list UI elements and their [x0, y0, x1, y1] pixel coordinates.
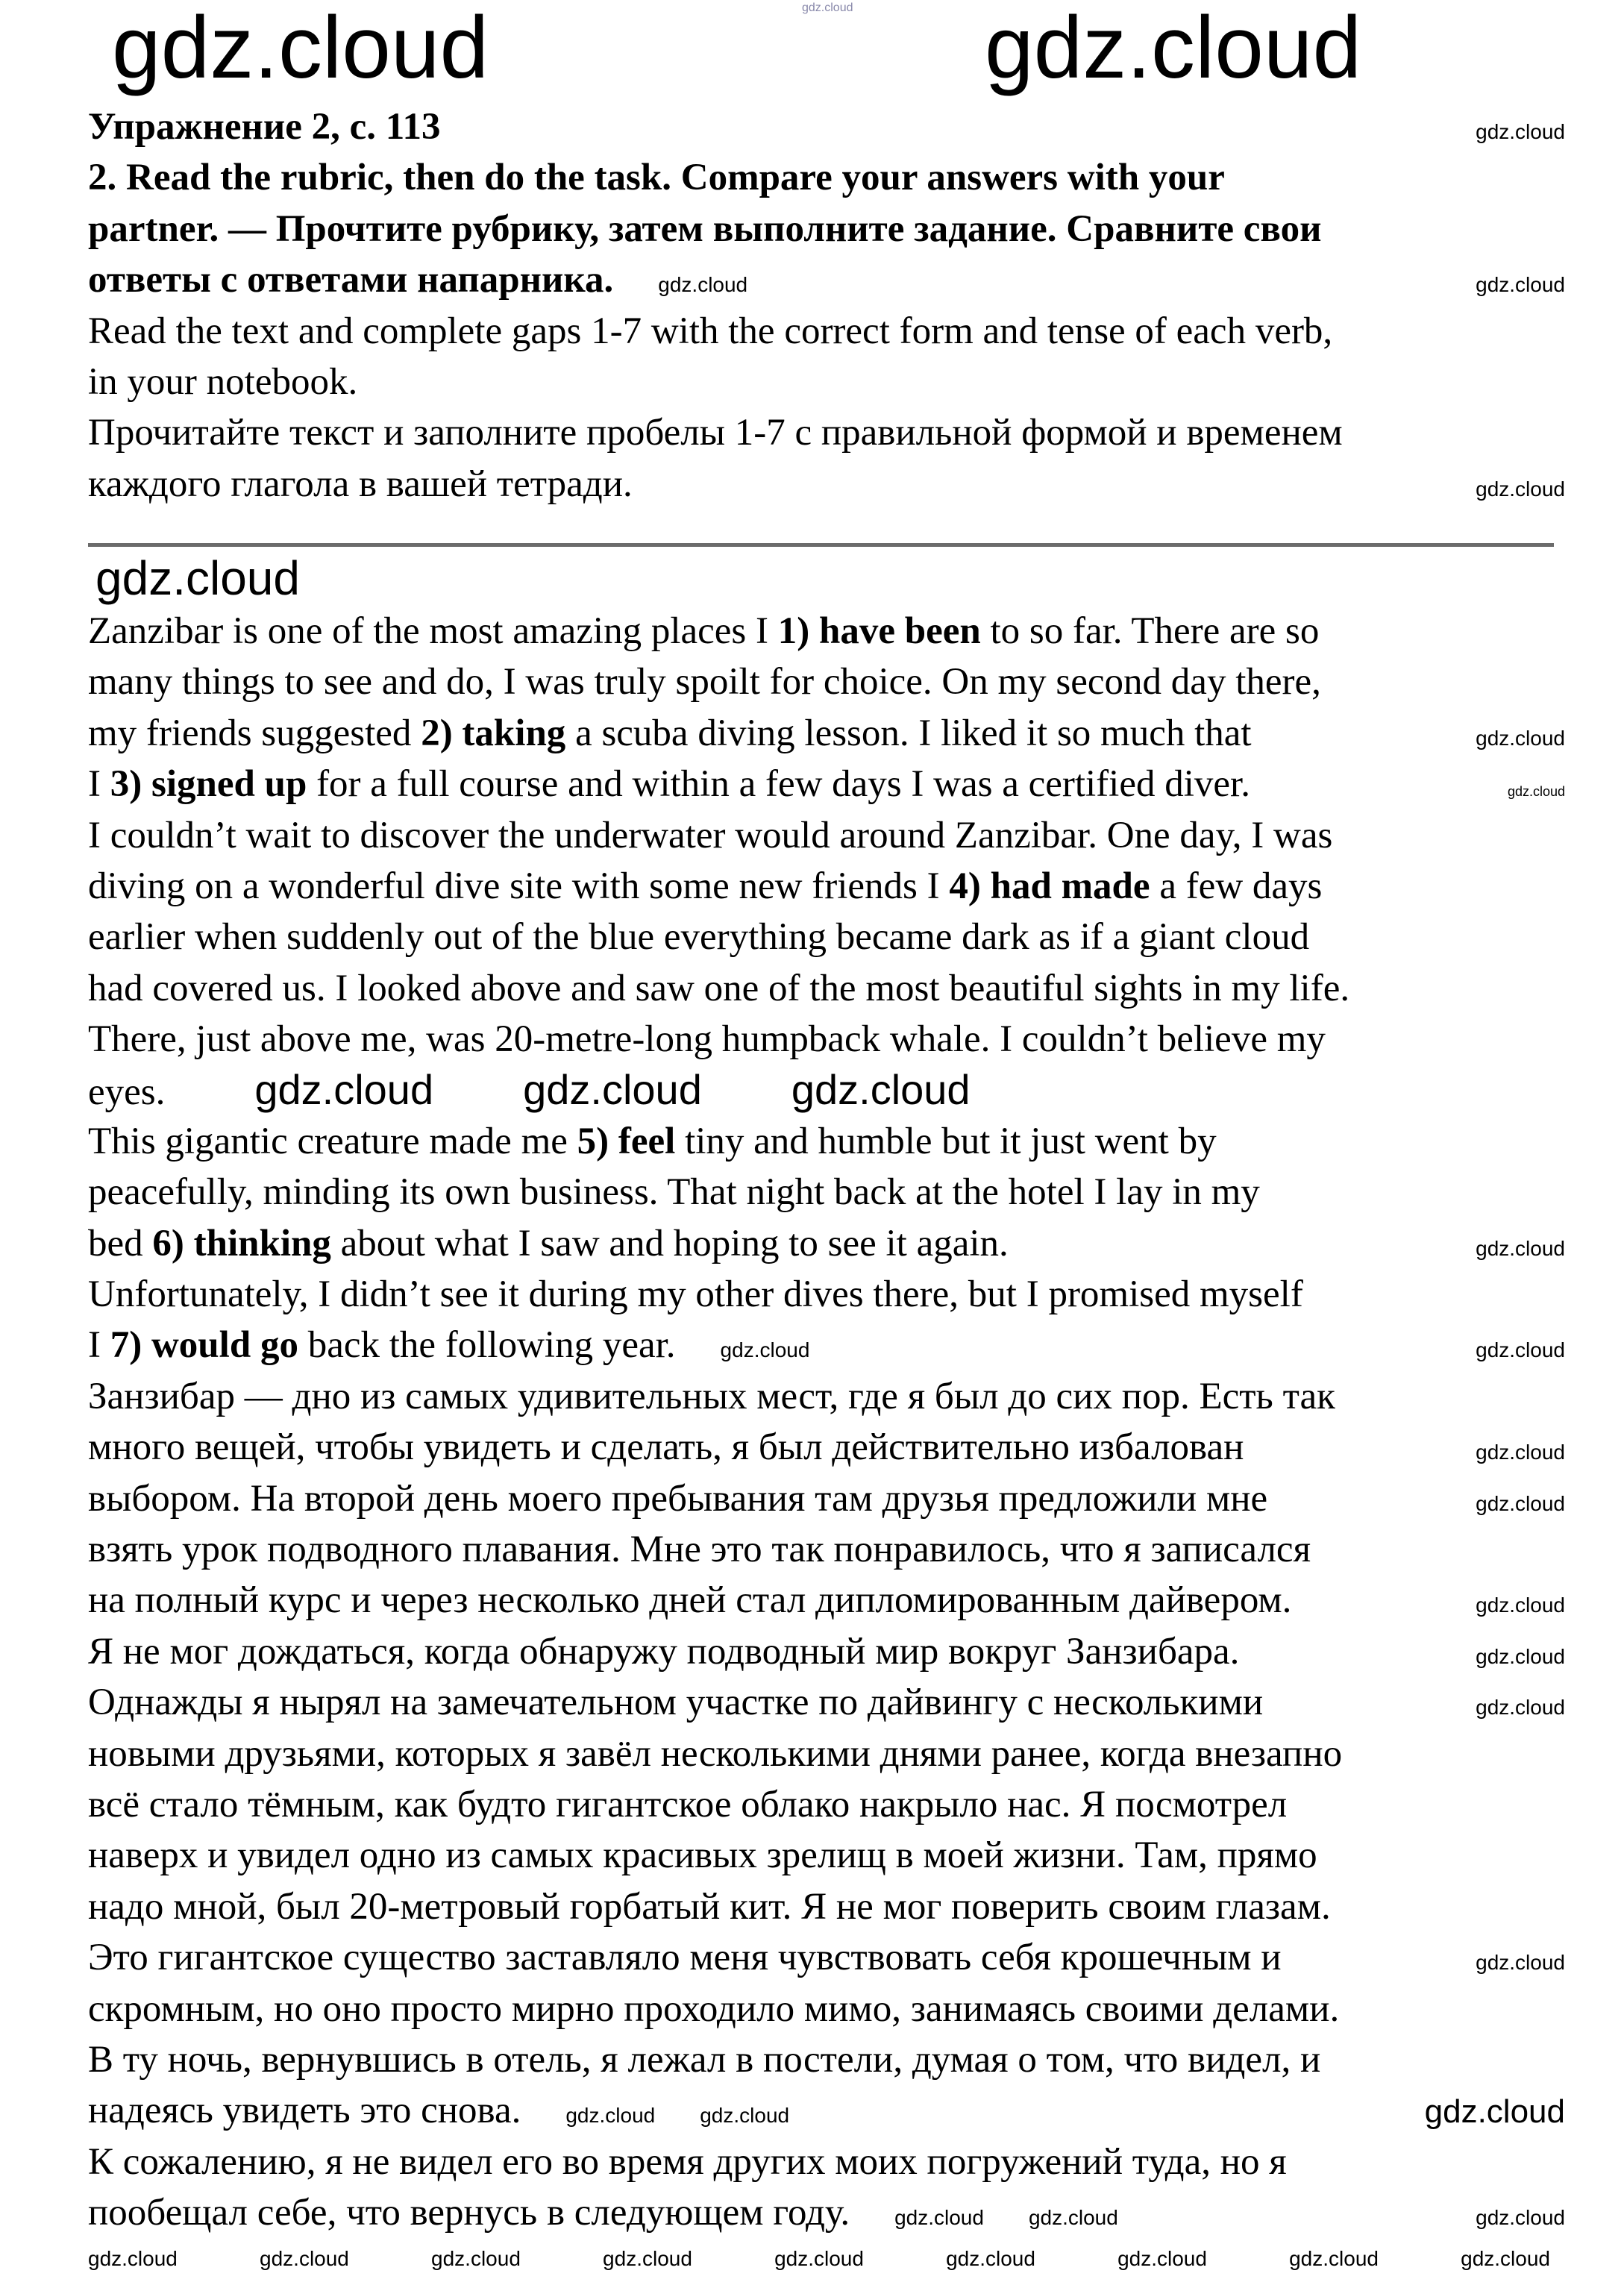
header-line — [88, 306, 1565, 357]
line-text: много вещей, чтобы увидеть и сделать, я был действительно избалован — [88, 1426, 1244, 1469]
watermark: gdz.cloud — [1476, 726, 1565, 750]
watermark: gdz.cloud — [720, 1338, 810, 1362]
watermark: gdz.cloud — [603, 2247, 692, 2270]
english-line — [88, 656, 1565, 707]
answer-text: 6) thinking — [152, 1222, 331, 1264]
english-line — [88, 1014, 1565, 1065]
line-text: Я не мог дождаться, когда обнаружу подводный мир вокруг Занзибара. — [88, 1630, 1240, 1673]
line-text: на полный курс и через несколько дней стал дипломированным дайвером. — [88, 1579, 1292, 1622]
russian-line — [88, 2137, 1565, 2187]
russian-line — [88, 1830, 1565, 1881]
line-text — [88, 1167, 1260, 1217]
russian-translation — [88, 1371, 1565, 2239]
text-segment: had covered us. I looked above and saw one of the most beautiful sights in my life. — [88, 967, 1350, 1009]
text-segment: about what I saw and hoping to see it again. — [330, 1222, 1009, 1264]
watermark: gdz.cloud — [774, 2247, 864, 2270]
russian-line — [88, 1473, 1565, 1524]
english-line — [88, 1167, 1565, 1217]
line-text: выбором. На второй день моего пребывания там друзья предложили мне — [88, 1477, 1268, 1520]
instruction-line: in your notebook. — [88, 360, 358, 403]
line-text — [88, 1218, 1009, 1269]
watermark: gdz.cloud — [1507, 784, 1565, 800]
watermark: gdz.cloud — [565, 2104, 656, 2128]
watermark: gdz.cloud — [1476, 273, 1565, 297]
text-segment: diving on a wonderful dive site with some new friends I — [88, 865, 950, 907]
instruction-line: Прочитайте текст и заполните пробелы 1-7 с правильной формой и временем — [88, 412, 1343, 454]
watermark: gdz.cloud — [431, 2247, 521, 2270]
text-segment: earlier when suddenly out of the blue everything became dark as if a giant cloud — [88, 916, 1310, 959]
watermark: gdz.cloud — [802, 1, 853, 14]
line-text — [88, 810, 1332, 861]
english-line — [88, 1116, 1565, 1167]
text-segment: a scuba diving lesson. I liked it so much that — [565, 712, 1252, 754]
line-text — [88, 1067, 165, 1118]
russian-line — [88, 2085, 1565, 2136]
watermark: gdz.cloud — [254, 1065, 434, 1113]
line-text — [88, 656, 1321, 707]
line-text — [88, 1116, 1217, 1167]
watermark: gdz.cloud — [1476, 1644, 1565, 1668]
text-segment: a few days — [1150, 865, 1323, 907]
russian-line — [88, 1677, 1565, 1728]
header-line — [88, 407, 1565, 458]
line-text: Однажды я нырял на замечательном участке по дайвингу с несколькими — [88, 1682, 1264, 1724]
text-segment: eyes. — [88, 1071, 166, 1113]
header-line — [88, 152, 1565, 203]
english-line — [88, 963, 1565, 1014]
watermark: gdz.cloud — [1476, 1951, 1565, 1975]
line-text: наверх и увидел одно из самых красивых зрелищ в моей жизни. Там, прямо — [88, 1834, 1317, 1877]
watermark: gdz.cloud — [1476, 1491, 1565, 1515]
watermark: gdz.cloud — [1461, 2247, 1550, 2270]
line-text: пообещал себе, что вернусь в следующем году. — [88, 2192, 850, 2234]
english-line — [88, 810, 1565, 861]
task-line: partner. — Прочтите рубрику, затем выполните задание. Сравните свои — [88, 207, 1322, 250]
english-line — [88, 1218, 1565, 1269]
watermark: gdz.cloud — [946, 2247, 1035, 2270]
answer-text: 2) taking — [421, 712, 566, 754]
text-segment: many things to see and do, I was truly spoilt for choice. On my second day there, — [88, 661, 1321, 703]
watermark: gdz.cloud — [88, 2247, 178, 2270]
watermark: gdz.cloud — [1476, 120, 1565, 143]
exercise-header — [88, 101, 1565, 510]
exercise-title: Упражнение 2, с. 113 — [88, 106, 441, 148]
text-segment: This gigantic creature made me — [88, 1120, 577, 1162]
watermark: gdz.cloud — [791, 1065, 971, 1113]
watermark-row — [88, 2247, 1550, 2271]
english-line — [88, 1065, 1565, 1116]
text-segment: There, just above me, was 20-metre-long humpback whale. I couldn’t believe my — [88, 1018, 1326, 1061]
line-text — [88, 963, 1349, 1014]
body-text — [88, 551, 1565, 2239]
watermark: gdz.cloud — [1476, 1441, 1565, 1464]
russian-line — [88, 1984, 1565, 2034]
line-text — [88, 861, 1322, 912]
watermark: gdz.cloud — [1117, 2247, 1207, 2270]
line-text — [88, 1320, 676, 1370]
watermark: gdz.cloud — [1476, 2206, 1565, 2230]
header-line — [88, 254, 1565, 305]
english-line — [88, 1320, 1565, 1370]
english-line — [88, 861, 1565, 912]
line-text — [88, 759, 1250, 809]
answer-text: 3) signed up — [110, 763, 307, 806]
watermark: gdz.cloud — [1476, 1593, 1565, 1617]
line-text: взять урок подводного плавания. Мне это так понравилось, что я записался — [88, 1529, 1311, 1571]
line-text: Это гигантское существо заставляло меня чувствовать себя крошечным и — [88, 1937, 1282, 1979]
watermark: gdz.cloud — [1289, 2247, 1379, 2270]
russian-line — [88, 1729, 1565, 1779]
english-line — [88, 912, 1565, 962]
text-segment: I — [88, 763, 110, 806]
russian-line — [88, 1422, 1565, 1473]
text-segment: peacefully, minding its own business. That night back at the hotel I lay in my — [88, 1171, 1260, 1214]
english-line — [88, 708, 1565, 759]
russian-line — [88, 1932, 1565, 1983]
watermark: gdz.cloud — [1476, 477, 1565, 501]
russian-line — [88, 2187, 1565, 2238]
russian-line — [88, 1779, 1565, 1830]
line-text: В ту ночь, вернувшись в отель, я лежал в постели, думая о том, что видел, и — [88, 2038, 1321, 2081]
text-segment: Unfortunately, I didn’t see it during my other dives there, but I promised myself — [88, 1273, 1303, 1316]
task-line: 2. Read the rubric, then do the task. Compare your answers with your — [88, 157, 1225, 199]
russian-line — [88, 1626, 1565, 1677]
header-line — [88, 357, 1565, 407]
watermark: gdz.cloud — [894, 2206, 984, 2230]
english-line — [88, 1269, 1565, 1320]
russian-line — [88, 1371, 1565, 1422]
watermark: gdz.cloud — [1028, 2206, 1118, 2230]
line-text — [88, 708, 1252, 759]
line-text — [88, 606, 1319, 656]
text-segment: my friends suggested — [88, 712, 421, 754]
line-text: всё стало тёмным, как будто гигантское облако накрыло нас. Я посмотрел — [88, 1783, 1288, 1825]
watermark: gdz.cloud — [985, 0, 1362, 97]
instruction-line: Read the text and complete gaps 1-7 with the correct form and tense of each verb, — [88, 310, 1333, 352]
line-text: скромным, но оно просто мирно проходило мимо, занимаясь своими делами. — [88, 1987, 1340, 2030]
answer-text: 4) had made — [949, 865, 1150, 907]
russian-line — [88, 1524, 1565, 1575]
text-segment: I couldn’t wait to discover the underwater would around Zanzibar. One day, I was — [88, 814, 1333, 856]
english-text — [88, 606, 1565, 1371]
header-line — [88, 204, 1565, 254]
line-text: новыми друзьями, которых я завёл несколькими днями ранее, когда внезапно — [88, 1732, 1343, 1775]
text-segment: bed — [88, 1222, 153, 1264]
text-segment: Zanzibar is one of the most amazing places I — [88, 610, 778, 652]
watermark: gdz.cloud — [1476, 1696, 1565, 1720]
header-line — [88, 101, 1565, 152]
watermark: gdz.cloud — [1476, 1338, 1565, 1362]
watermark: gdz.cloud — [700, 2104, 790, 2128]
line-text: надо мной, был 20-метровый горбатый кит. Я не мог поверить своим глазам. — [88, 1885, 1331, 1928]
watermark: gdz.cloud — [1476, 1236, 1565, 1260]
watermark-row — [88, 551, 1565, 606]
watermark: gdz.cloud — [95, 551, 300, 605]
line-text — [88, 1014, 1326, 1065]
text-segment: for a full course and within a few days I was a certified diver. — [307, 763, 1250, 806]
english-line — [88, 606, 1565, 656]
answer-text: 1) have been — [777, 610, 981, 652]
divider — [88, 543, 1554, 547]
watermark: gdz.cloud — [658, 273, 748, 297]
russian-line — [88, 2034, 1565, 2085]
instruction-line: каждого глагола в вашей тетради. — [88, 463, 633, 505]
watermark: gdz.cloud — [112, 0, 489, 97]
line-text — [88, 912, 1309, 962]
watermark: gdz.cloud — [1424, 2093, 1565, 2131]
text-segment: I — [88, 1324, 110, 1367]
russian-line — [88, 1881, 1565, 1932]
watermark: gdz.cloud — [523, 1065, 702, 1113]
text-segment: back the following year. — [298, 1324, 676, 1367]
watermark: gdz.cloud — [260, 2247, 349, 2270]
russian-line — [88, 1575, 1565, 1626]
line-text — [88, 1269, 1303, 1320]
task-line: ответы с ответами напарника. — [88, 259, 614, 301]
answer-text: 7) would go — [110, 1324, 298, 1367]
line-text: надеясь увидеть это снова. — [88, 2090, 521, 2132]
line-text: К сожалению, я не видел его во время других моих погружений туда, но я — [88, 2140, 1287, 2183]
header-line — [88, 459, 1565, 510]
text-segment: tiny and humble but it just went by — [675, 1120, 1217, 1162]
english-line — [88, 759, 1565, 809]
text-segment: to so far. There are so — [980, 610, 1320, 652]
answer-text: 5) feel — [577, 1120, 676, 1162]
line-text: Занзибар — дно из самых удивительных мест, где я был до сих пор. Есть так — [88, 1375, 1335, 1417]
